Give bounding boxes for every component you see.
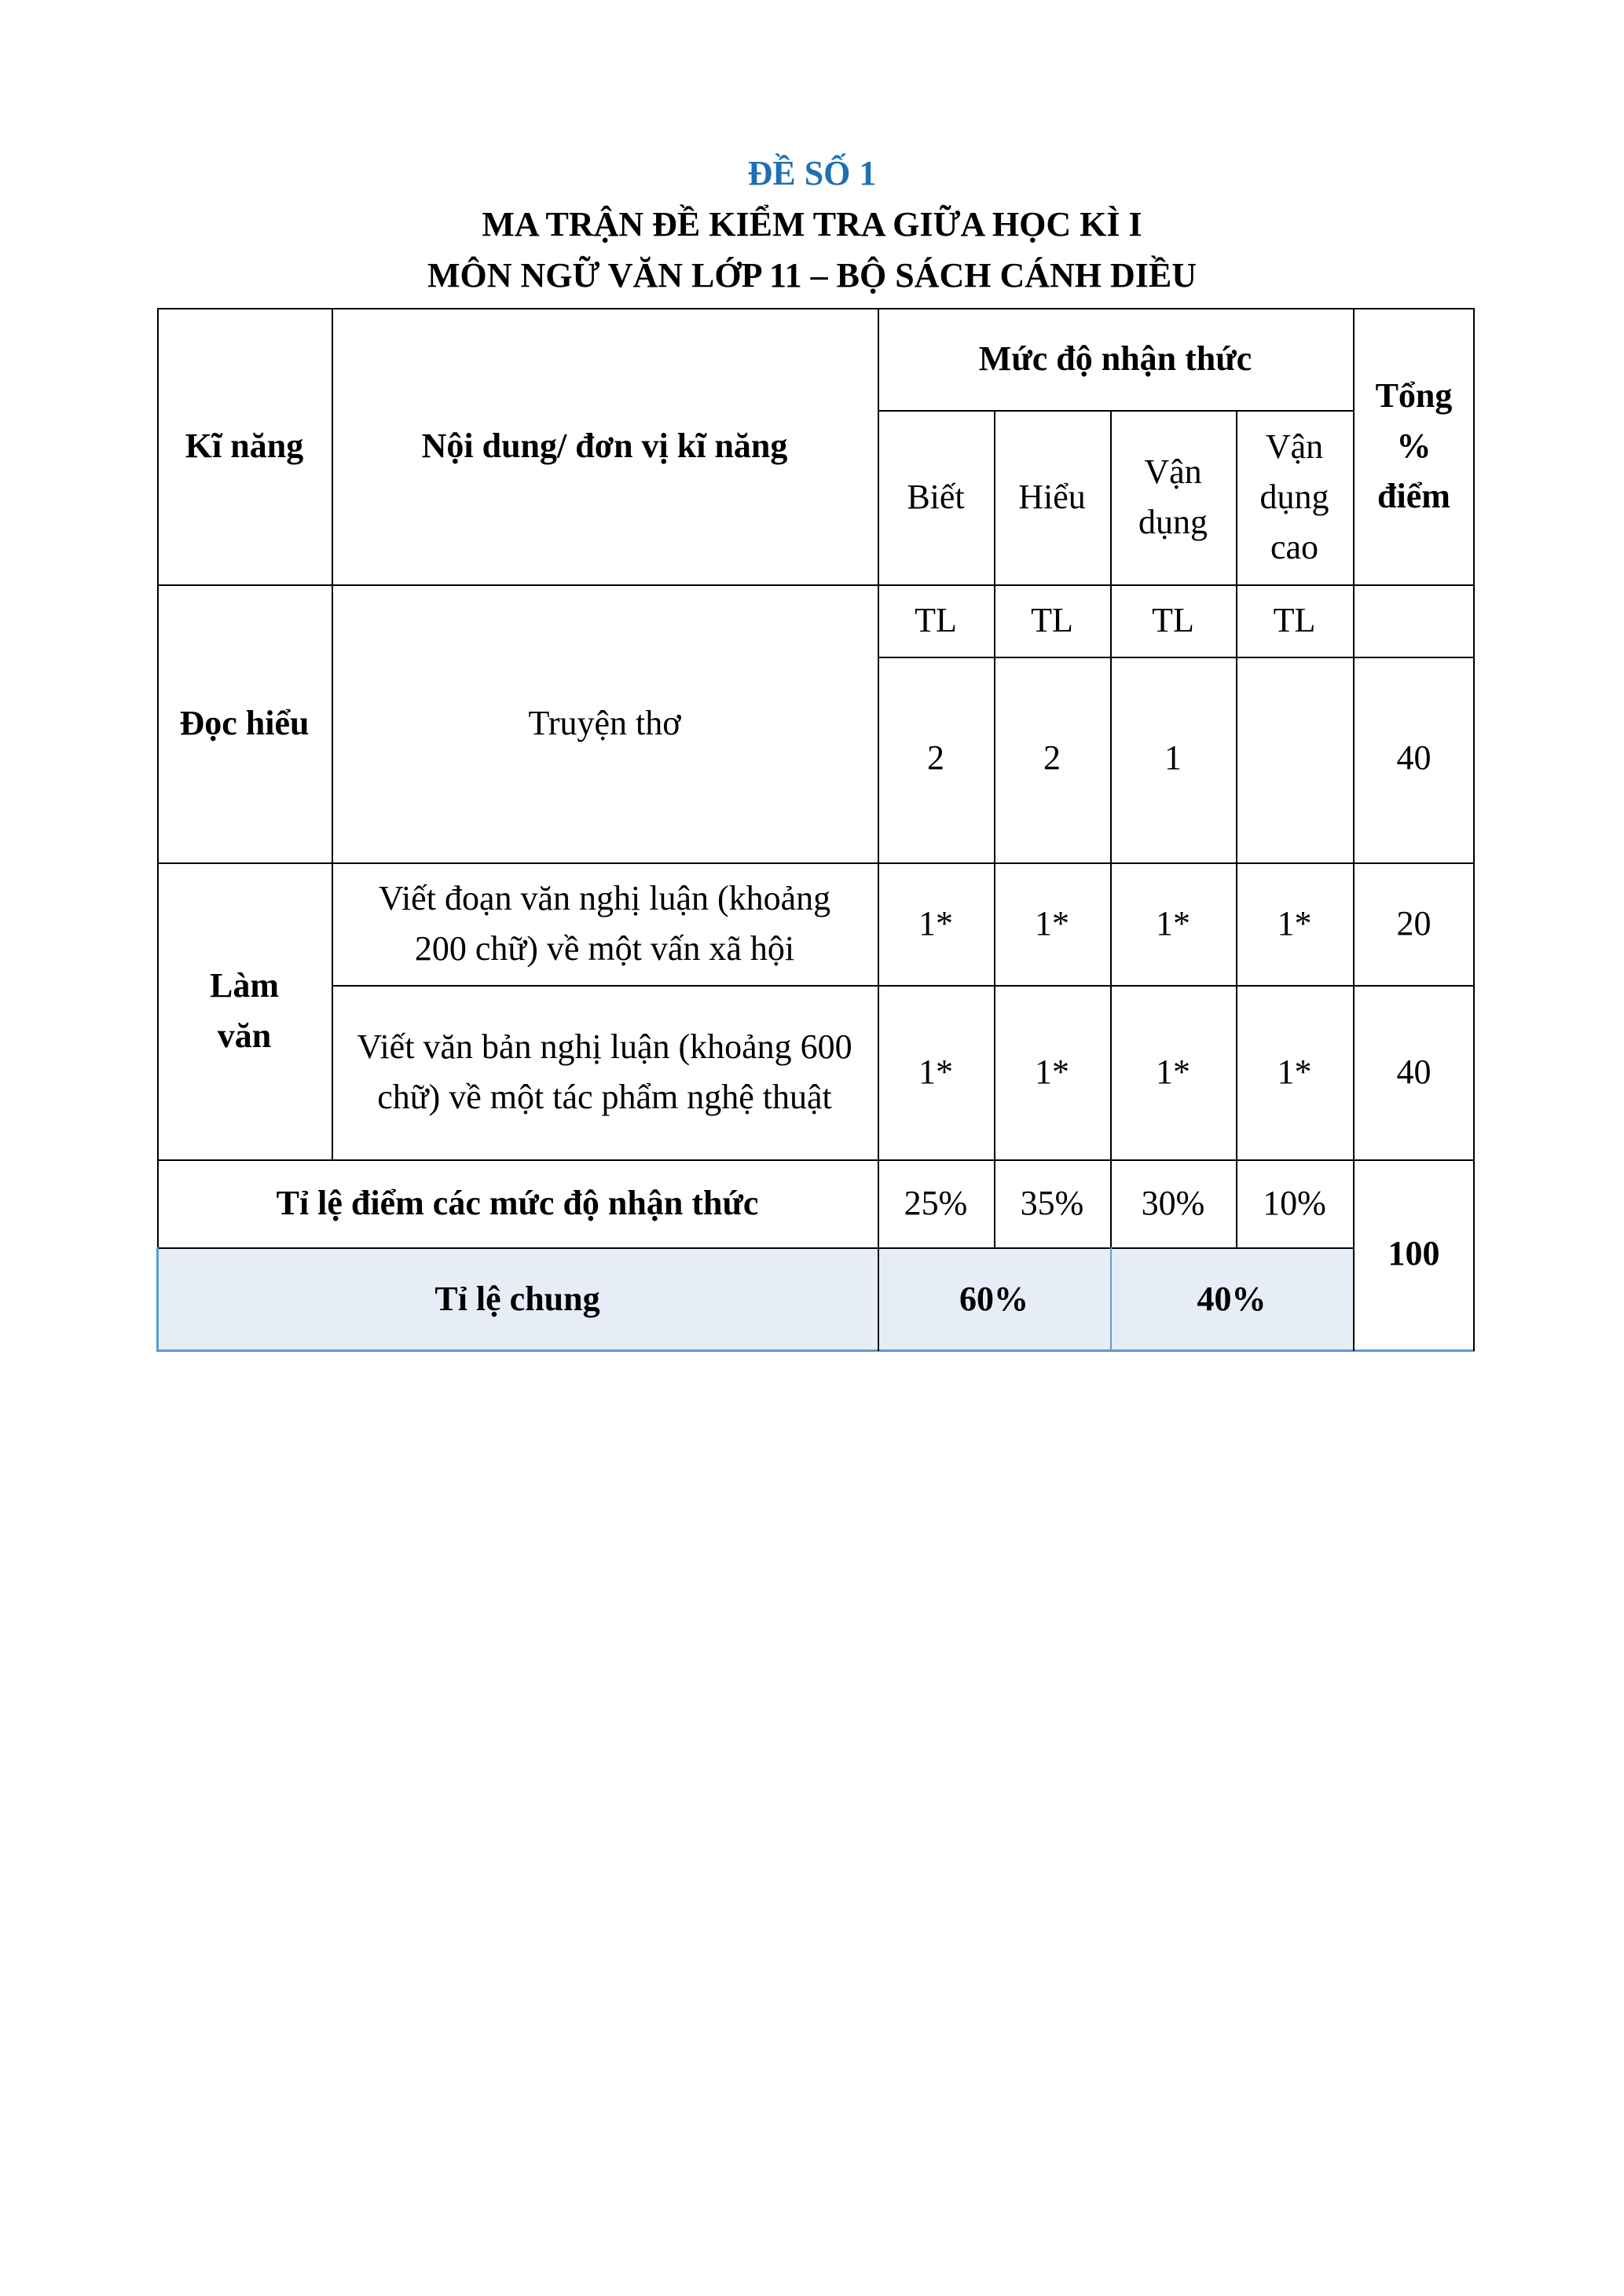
- ratio-know: 25%: [904, 1184, 968, 1222]
- reading-apply-high: [1236, 691, 1353, 825]
- reading-understand: 2: [1043, 738, 1061, 777]
- grand-total: 100: [1388, 1234, 1440, 1273]
- skill-writing: Làm văn: [210, 966, 279, 1055]
- header-content: Nội dung/ đơn vị kĩ năng: [421, 427, 788, 465]
- ratio-apply: 30%: [1141, 1184, 1205, 1222]
- literary-know: 1*: [918, 1053, 953, 1091]
- form-label-apply-high: TL: [1273, 601, 1316, 639]
- content-writing-literary: Viết văn bản nghị luận (khoảng 600 chữ) về một tác phẩm nghệ thuật: [357, 1027, 852, 1116]
- header-level-understand: Hiểu: [1018, 478, 1086, 516]
- common-label: Tỉ lệ chung: [434, 1280, 600, 1318]
- common-knowledge: 60%: [959, 1280, 1028, 1318]
- header-level-know: Biết: [907, 478, 965, 516]
- literary-understand: 1*: [1035, 1053, 1069, 1091]
- exam-number: ĐỀ SỐ 1: [747, 154, 877, 192]
- grid-line: [1236, 410, 1237, 1247]
- grid-line: [157, 308, 159, 1247]
- header-level-apply-high: Vận dụng cao: [1259, 427, 1329, 566]
- page-subtitle: MÔN NGỮ VĂN LỚP 11 – BỘ SÁCH CÁNH DIỀU: [427, 256, 1197, 295]
- grid-line: [332, 985, 1475, 987]
- grid-line: [157, 308, 1475, 309]
- social-apply-high: 1*: [1277, 904, 1312, 943]
- form-label-apply: TL: [1152, 601, 1194, 639]
- ratio-label: Tỉ lệ điểm các mức độ nhận thức: [276, 1184, 759, 1222]
- social-know: 1*: [918, 904, 953, 943]
- skill-reading: Đọc hiểu: [179, 704, 310, 742]
- grid-line: [1110, 410, 1112, 1247]
- grid-line: [878, 410, 1353, 412]
- content-writing-social: Viết đoạn văn nghị luận (khoảng 200 chữ) về một vấn xã hội: [378, 879, 831, 968]
- common-application: 40%: [1197, 1280, 1267, 1318]
- grid-line: [157, 584, 1475, 586]
- grid-line: [157, 862, 1475, 864]
- content-reading: Truyện thơ: [528, 704, 681, 742]
- literary-apply: 1*: [1156, 1053, 1190, 1091]
- reading-apply: 1: [1164, 738, 1182, 777]
- header-level-group: Mức độ nhận thức: [978, 339, 1252, 378]
- header-level-apply: Vận dụng: [1138, 452, 1208, 541]
- social-total: 20: [1396, 904, 1432, 943]
- literary-total: 40: [1396, 1053, 1432, 1091]
- grid-line: [878, 308, 879, 1351]
- grid-line: [878, 657, 1475, 658]
- social-understand: 1*: [1035, 904, 1069, 943]
- page-title: MA TRẬN ĐỀ KIỂM TRA GIỮA HỌC KÌ I: [482, 205, 1142, 244]
- grid-line: [994, 410, 995, 1247]
- form-label-understand: TL: [1031, 601, 1073, 639]
- grid-line: [156, 1247, 159, 1352]
- social-apply: 1*: [1156, 904, 1190, 943]
- header-skill: Kĩ năng: [185, 427, 304, 465]
- grid-line: [1473, 308, 1475, 1351]
- grid-line: [332, 308, 333, 1159]
- literary-apply-high: 1*: [1277, 1053, 1312, 1091]
- grid-line: [157, 1159, 1475, 1161]
- reading-total: 40: [1396, 738, 1432, 777]
- ratio-apply-high: 10%: [1263, 1184, 1326, 1222]
- ratio-understand: 35%: [1020, 1184, 1084, 1222]
- grid-line: [157, 1349, 1475, 1352]
- header-total: Tổng % điểm: [1375, 376, 1453, 515]
- grid-line: [1353, 308, 1355, 1351]
- form-label-know: TL: [915, 601, 957, 639]
- grid-line: [1110, 1247, 1112, 1351]
- reading-know: 2: [927, 738, 944, 777]
- grid-line: [157, 1247, 1353, 1249]
